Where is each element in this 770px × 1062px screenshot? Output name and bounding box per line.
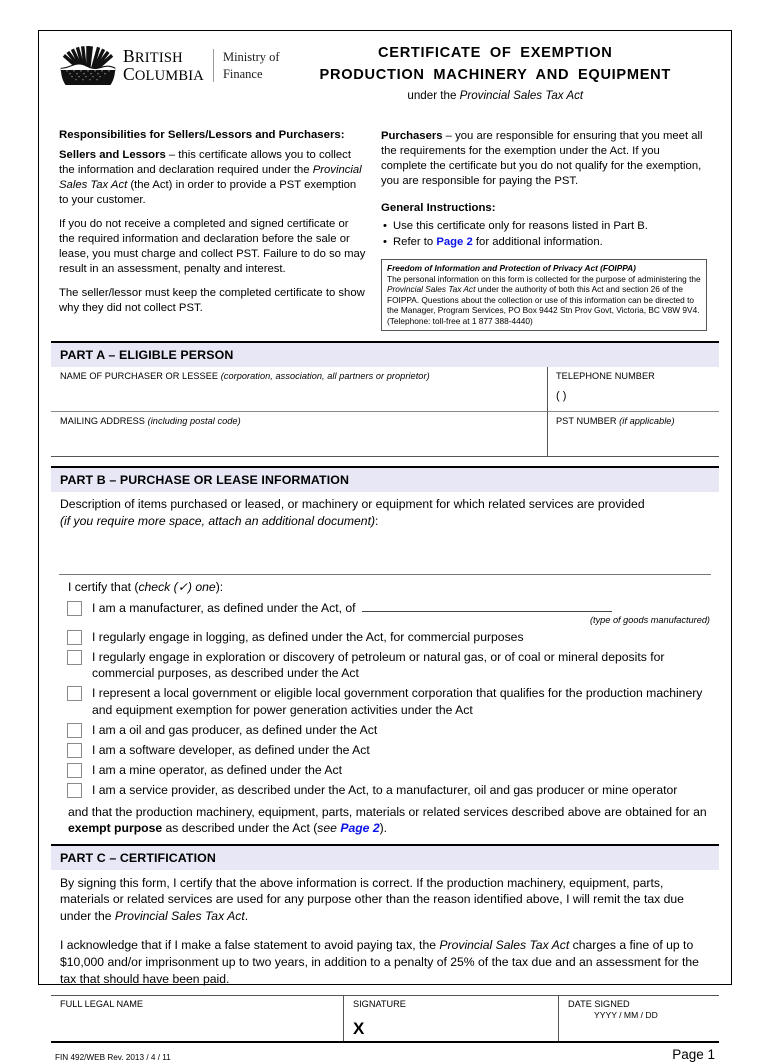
mailing-label-text: MAILING ADDRESS [60,416,148,427]
general-bullet-1: • Use this certificate only for reasons listed in Part B. [381,218,707,234]
part-c-p2-act: Provincial Sales Tax Act [439,938,570,953]
page-number: Page 1 [672,1047,715,1062]
page-2-link[interactable]: Page 2 [436,236,473,249]
signature-x-mark: X [353,1019,365,1039]
pst-number-label [556,416,719,426]
description-entry-area[interactable] [51,530,719,574]
part-c-section [51,844,719,1062]
part-a-fields [51,367,719,457]
checkbox-label-software-developer: I am a software developer, as defined under the Act [92,743,370,758]
checkbox-row-logging[interactable] [51,629,719,645]
part-c-paragraph-1 [51,870,719,925]
pst-label-text: PST NUMBER [556,416,620,427]
ministry-name [223,45,280,82]
purchasers-label: Purchasers [381,130,443,142]
checkbox-text-0: I am a manufacturer, as defined under the Act, of [92,600,356,615]
sellers-act: Provincial Sales Tax Act [59,164,362,192]
bc-wordmark [123,45,204,84]
sellers-paragraph [59,148,367,208]
telephone-field-value: ( ) [556,390,567,403]
instructions-section [51,129,719,331]
checkbox-logging[interactable] [67,630,82,645]
pst-number-cell[interactable] [548,412,719,456]
date-signed-label: DATE SIGNED [568,999,630,1010]
form-subtitle [280,89,711,102]
sellers-text-2: (the Act) in order to provide a PST exemption to your customer. [59,179,357,207]
goods-type-input-line[interactable] [362,600,612,612]
part-b-description [51,492,719,529]
date-format-hint: YYYY / MM / DD [594,1010,658,1021]
checkbox-manufacturer[interactable] [67,601,82,616]
part-c-p1-text-b: . [244,908,249,923]
foippa-text-2: under the authority of both this Act and section 26 of the FOIPPA. Questions about the collection or use of this information can be directed to the Manager, Program Services, PO Box 9442 Stn Prov Govt, Victoria, BC V8W 9V4. [387,284,700,316]
ministry-line2: Finance [222,66,263,81]
foippa-text-1: The personal information on this form is collected for the purpose of administering the [387,273,701,284]
part-b-desc-line2 [60,513,710,530]
foippa-body [387,274,701,316]
bc-wordmark-line1: BRITISH [123,46,183,66]
foippa-telephone: (Telephone: toll-free at 1 877 388-4440) [387,315,533,326]
tail-text-2: as described under the Act ( [162,821,318,836]
sellers-label: Sellers and Lessors [59,149,166,161]
checkbox-label-manufacturer [82,600,719,616]
part-c-p2-text-b: charges a fine of up to $10,000 and/or imprisonment up to two years, in addition to a penalty of 25% of the tax due and an assessment for the tax that should have been paid. [60,938,699,986]
certify-italic: check (✓) one [138,579,216,594]
telephone-field-cell[interactable] [548,367,719,412]
form-title-line1: CERTIFICATE OF EXEMPTION [378,45,613,61]
checkbox-label-service-provider: I am a service provider, as described under the Act, to a manufacturer, oil and gas producer or mine operator [92,783,678,798]
bc-wordmark-line2: COLUMBIA [123,63,204,84]
purchasers-paragraph [381,129,707,189]
ministry-line1: Ministry of [222,50,280,64]
form-number: FIN 492/WEB Rev. 2013 / 4 / 11 [55,1053,171,1062]
certify-prefix: I certify that ( [68,579,139,594]
signature-row [51,995,719,1041]
name-label-text: NAME OF PURCHASER OR LESSEE [60,371,221,382]
checkbox-oil-gas-producer[interactable] [67,723,82,738]
name-label-italic: (corporation, association, all partners or proprietor) [220,371,430,382]
certify-instruction [51,575,719,596]
part-b-desc-colon: : [375,513,379,528]
checkbox-software-developer[interactable] [67,743,82,758]
part-c-p1-act: Provincial Sales Tax Act [114,908,245,923]
checkbox-row-oil-gas-producer[interactable] [51,722,719,738]
checkbox-row-manufacturer[interactable] [51,600,719,616]
checkbox-row-local-government[interactable] [51,685,719,717]
part-b-bar: PART B – PURCHASE OR LEASE INFORMATION [51,468,719,492]
checkbox-service-provider[interactable] [67,783,82,798]
signature-label: SIGNATURE [353,999,406,1010]
part-c-paragraph-2 [51,932,719,987]
checkbox-label-logging: I regularly engage in logging, as defined under the Act, for commercial purposes [92,629,524,644]
part-a-row-2 [51,412,719,456]
instructions-right-column [381,129,707,331]
form-title-block [280,41,719,102]
form-title-line2: PRODUCTION MACHINERY AND EQUIPMENT [319,66,672,83]
checkbox-label-mine-operator: I am a mine operator, as defined under the Act [92,763,342,778]
name-field-label [60,371,547,381]
tail-text-3: ). [379,821,388,836]
sellers-text-1: – this certificate allows you to collect the information and declaration required under the [59,149,351,177]
foippa-notice-box [381,259,707,331]
checkbox-label-exploration: I regularly engage in exploration or discovery of petroleum or natural gas, or of coal or mineral deposits for commercial purposes, as described under the Act [92,649,665,681]
goods-type-note: (type of goods manufactured) [589,614,710,625]
checkbox-local-government[interactable] [67,686,82,701]
checkbox-mine-operator[interactable] [67,763,82,778]
part-b-desc-line1: Description of items purchased or leased, or machinery or equipment for which related services are provided [60,497,645,512]
general-bullet-2 [381,234,707,250]
signature-cell[interactable] [344,996,559,1041]
part-c-bar: PART C – CERTIFICATION [51,846,719,870]
checkbox-label-oil-gas-producer: I am a oil and gas producer, as defined under the Act [92,722,378,737]
page-2-link-part-b[interactable]: Page 2 [340,821,380,836]
part-c-p2-text-a: I acknowledge that if I make a false statement to avoid paying tax, the [60,938,440,953]
bc-government-logo [51,41,280,85]
general-instructions-heading: General Instructions: [381,202,496,215]
mailing-label-italic: (including postal code) [147,416,241,427]
bc-flag-sun-icon [59,45,117,85]
responsibilities-heading: Responsibilities for Sellers/Lessors and Purchasers: [59,129,345,141]
logo-divider [213,49,214,82]
bullet-2-prefix: Refer to [393,236,437,249]
pst-label-italic: (if applicable) [619,416,675,427]
bullet-2-suffix: for additional information. [472,236,603,249]
mailing-address-cell[interactable] [51,412,548,456]
form-footer [51,1043,719,1062]
exempt-purpose-statement [51,799,719,837]
part-c-p1-text-a: By signing this form, I certify that the above information is correct. If the production machinery, equipment, parts, materials or related services are used for any purpose other than the reason identified above, I will remit the tax due under the [60,875,684,923]
part-a-section [51,341,719,457]
part-a-bar: PART A – ELIGIBLE PERSON [51,343,719,367]
foippa-title: Freedom of Information and Protection of Privacy Act (FOIPPA) [387,263,636,274]
instructions-left-column [59,129,381,331]
part-b-desc-italic: (if you require more space, attach an additional document) [60,513,376,528]
part-a-row-1 [51,367,719,412]
tail-see: see [317,821,341,836]
form-header [51,41,719,117]
checkbox-row-software-developer[interactable] [51,742,719,758]
date-signed-cell[interactable] [559,996,719,1041]
full-legal-name-cell[interactable] [51,996,344,1041]
telephone-field-label: TELEPHONE NUMBER [556,371,655,382]
instructions-paragraph-3: The seller/lessor must keep the completed certificate to show why they did not collect PST. [59,287,365,315]
checkbox-row-mine-operator[interactable] [51,762,719,778]
part-b-section [51,466,719,836]
subtitle-act: Provincial Sales Tax Act [459,88,584,102]
checkbox-row-exploration[interactable] [51,649,719,681]
checkbox-label-local-government: I represent a local government or eligible local government corporation that qualifies for the production machinery and equipment exemption for power generation activities under the Act [92,686,703,717]
subtitle-prefix: under the [407,88,460,102]
exempt-purpose-bold: exempt purpose [68,821,163,836]
tail-text-1: and that the production machinery, equipment, parts, materials or related services described above are obtained for an [68,804,707,819]
full-legal-name-label: FULL LEGAL NAME [60,999,144,1010]
name-field-cell[interactable] [51,367,548,412]
form-border-frame [38,30,732,1062]
instructions-paragraph-2: If you do not receive a completed and signed certificate or the required information and declaration before the sale or lease, you must charge and collect PST. Failure to do so may result in an assessment, penalty and interest. [59,218,366,276]
checkbox-exploration[interactable] [67,650,82,665]
checkbox-row-service-provider[interactable] [51,782,719,798]
mailing-address-label [60,416,547,426]
foippa-act: Provincial Sales Tax Act [387,284,476,295]
purchasers-text: – you are responsible for ensuring that you meet all the requirements for the exemption under the Act. If you complete the certificate but you do not qualify for the exemption, you are responsible for paying the PST. [381,130,703,188]
certify-suffix: ): [215,579,224,594]
